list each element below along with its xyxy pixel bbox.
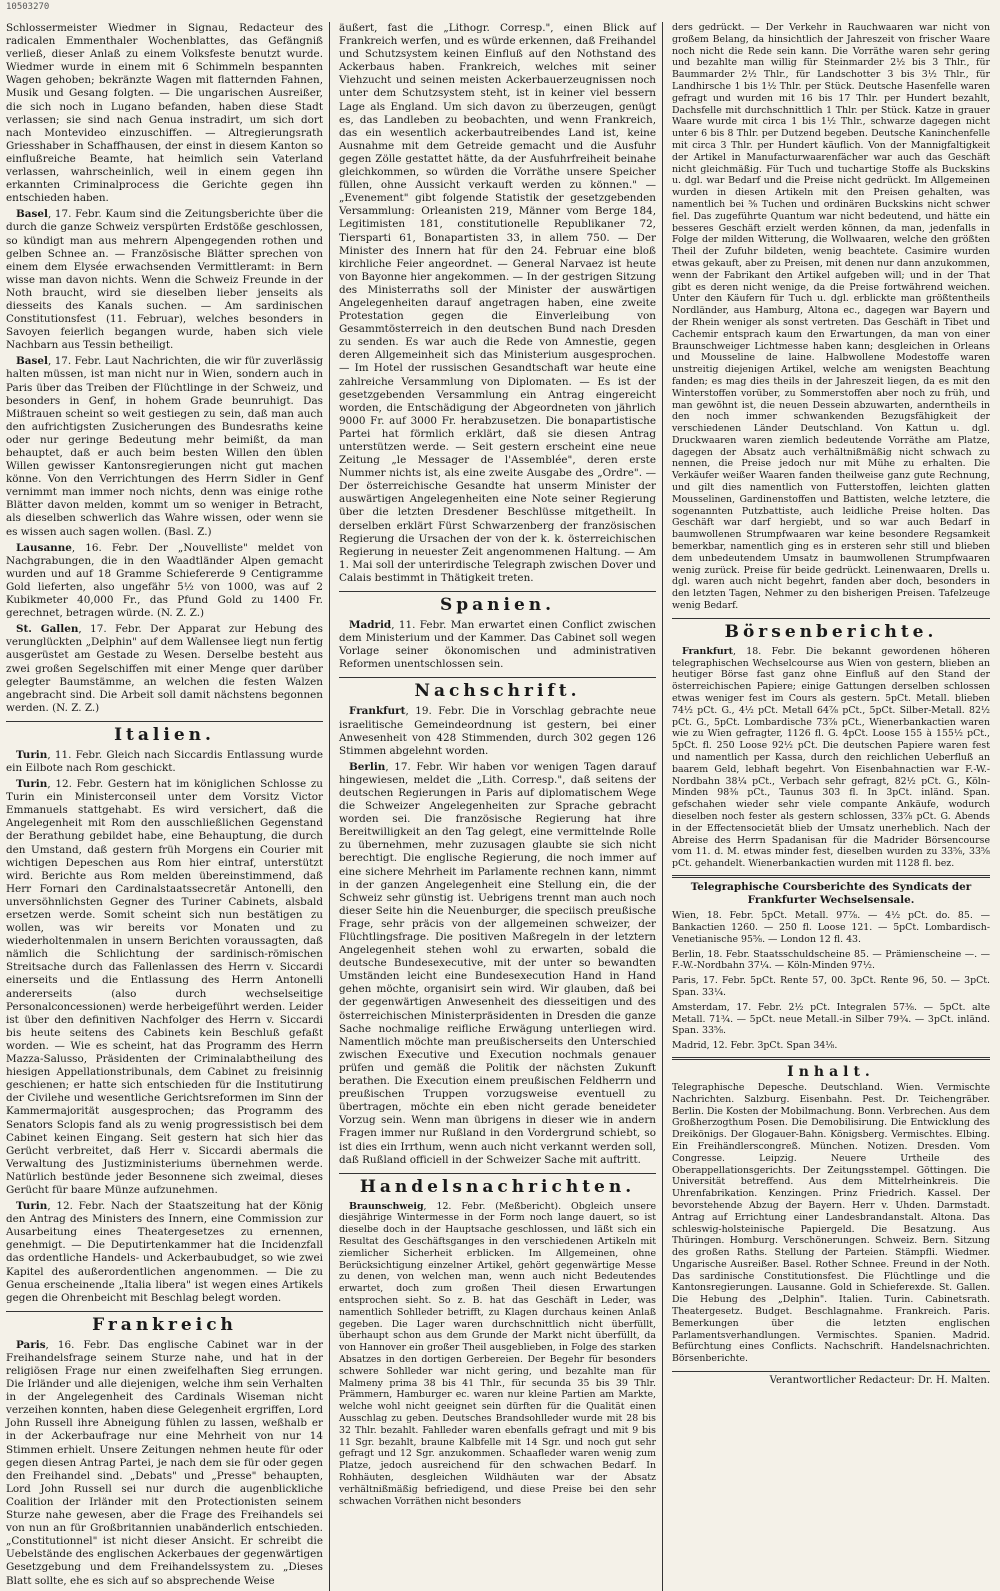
article-text: äußert, fast die „Lithogr. Corresp.", einen Blick auf Frankreich werfen, und es würde erkennen, daß Freihandel und Schutzsystem keinen Einfluß auf den Nothstand des Ackerbaus haben. Frankreich, welches mit seiner Viehzucht und seinen meisten Ackerbauerzeugnissen noch unter dem Schutzsystem steht, ist in keiner viel bessern Lage als England. Um sich davon zu überzeugen, genügt es, das Landleben zu beobachten, und wenn Frankreich, das ein wesentlich ackerbautreibendes Land ist, keine Ausnahme mit dem Getreide gemacht und die Ausfuhr gegen Zölle gestattet hätte, da der Ausfuhrfreiheit beinahe gleichkommen, so würden die Vorräthe unsere Speicher füllen, ohne Aussicht verkauft werden zu können." — „Evenement" gibt folgende Statistik der gesetzgebenden Versammlung: Orleanisten 219, Männer vom Berge 184, Legitimisten 181, constitutionelle Republikaner 72, Tiersparti 61, Bonapartisten 33, in allem 750. — Der Minister des Innern hat für den 24. Februar eine bloß kirchliche Feier angeordnet. — General Narvaez ist heute von Bayonne hier angekommen. — In der gestrigen Sitzung des Ministerraths soll der Minister der auswärtigen Angelegenheiten darauf angetragen haben, eine zweite Protestation gegen die Einverleibung von Gesammtösterreich in den deutschen Bund nach Dresden zu senden. Es war auch die Rede von Amnestie, gegen deren Allgemeinheit sich das Ministerium ausgesprochen. — Im Hotel der russischen Gesandtschaft war heute eine zahlreiche Versammlung von Diplomaten. — Es ist der gesetzgebenden Versammlung ein Antrag eingereicht worden, die Entschädigung der Abgeordneten von jährlich 9000 Fr. auf 3000 Fr. herabzusetzen. Die bonapartistische Partei hat förmlich erklärt, daß sie diesen Antrag unterstützen werde. — Seit gestern erscheint eine neue Zeitung „le Messager de l'Assemblée", deren erste Nummer nichts ist, als eine zweite Ausgabe des „Ordre". — Der österreichische Gesandte hat unserm Minister der auswärtigen Angelegenheiten eine Note seiner Regierung über die letzten Dresdener Beschlüsse mitgetheilt. In derselben erklärt Fürst Schwarzenberg der französischen Regierung die Ursachen der von der k. k. österreichischen Regierung in neuester Zeit angenommenen Haltung. — Am 1. Mai soll der unterirdische Telegraph zwischen Dover und Calais bestimmt in Thätigkeit treten.	[339, 22, 656, 584]
section-title-spanien: Spanien.	[339, 591, 656, 615]
divider	[672, 875, 990, 878]
article	[6, 355, 323, 538]
table-of-contents-title: Inhalt.	[787, 1063, 875, 1080]
dateline-place: Frankfurt	[682, 645, 733, 657]
article	[339, 705, 656, 757]
article	[6, 778, 323, 1197]
quote-paris: Paris, 17. Febr. 5pCt. Rente 57, 00. 3pCt. Rente 96, 50. — 3pCt. Span. 33¼.	[672, 975, 990, 998]
article-text: , 16. Febr. Der „Nouvelliste" meldet von Nachgrabungen, die in den Waadtländer Alpen gemacht wurden und auf 18 Gramme Schiefererde 9 Centigramme Gold lieferten, also ungefähr 5½ von 1000, was auf 2 Kubikmeter 40,000 Fr., das Pfund Gold zu 1400 Fr. gerechnet, betragen würde. (N. Z. Z.)	[6, 541, 323, 620]
dateline-place: Turin	[16, 778, 48, 791]
article-text: , 11. Febr. Man erwartet einen Conflict zwischen dem Ministerium und der Kammer. Das Cabinet soll wegen Vorlage seiner ökonomischen und administrativen Reformen unentschlossen sein.	[339, 619, 656, 671]
article-text: , 17. Febr. Kaum sind die Zeitungsberichte über die durch die ganze Schweiz verspürten Erdstöße geschlossen, so kündigt man aus mehrern Alpengegenden rothen und gelben Schnee an. — Französische Blätter sprechen von einem dem Elysée erwachsenden Vermittleramt: in Bern wisse man davon nichts. Wenn die Schweiz Freunde in der Noth braucht, wird sie dieselben lieber jenseits als diesseits des Kanals suchen. — Am sardinischen Constitutionsfest (11. Februar), welches besonders in Savoyen feierlich begangen wurde, haben sich viele Nachbarn aus Tessin betheiligt.	[6, 208, 323, 352]
article-text: , 17. Febr. Wir haben vor wenigen Tagen darauf hingewiesen, meldet die „Lith. Corresp.", daß seitens der deutschen Regierungen in Paris auf diplomatischem Wege die Schweizer Angelegenheiten zur Sprache gebracht worden sei. Die französische Regierung hat ihre Bereitwilligkeit an den Tag gelegt, eine vermittelnde Rolle zu übernehmen, mehr zuzusagen glaubte sie sich nicht berechtigt. Die englische Regierung, die noch immer auf eine sichere Mehrheit im Parlamente rechnen kann, nimmt in der ganzen Angelegenheit eine Stellung ein, die der Schweiz sehr günstig ist. Uebrigens trennt man auch noch dieser Seite hin die Neuenburger, die speciisch preußische Frage, sehr präcis von der allgemeinen schweizer, der Flüchtlingsfrage. Die positiven Maßregeln in der letztern Angelegenheit stehen wohl zu erwarten, sobald die deutsche Bundesexecutive, mit der unter so bewandten Umständen leicht eine Bundesexecution Hand in Hand gehen möchte, organisirt sein wird. Wir glauben, daß bei der gegenwärtigen Anwesenheit des diesseitigen und des österreichischen Ministerpräsidenten in Dresden die ganze Sache nochmalige reifliche Erwägung unterliegen wird. Namentlich möchte man preußischerseits den Unterschied zwischen Executive und Execution nochmals genauer prüfen und gemäß die Politik der nächsten Zukunft berathen. Die Execution einem preußischen Feldherrn und preußischen Truppen vorzugsweise eventuell zu übertragen, möchte ein eben nicht gerade beneideter Vorzug sein. Wenn man übrigens in dieser wie in andern Fragen immer nur Rußland in den Vordergrund schiebt, so ist dies ein Irrthum, wenn auch nicht verkannt werden soll, daß Rußland officiell in der Schweizer Sache mit auftritt.	[339, 760, 656, 1166]
newspaper-page	[4, 22, 996, 1587]
column-2	[337, 22, 663, 1591]
column-3	[670, 22, 996, 1591]
divider	[672, 1057, 990, 1060]
article	[339, 1201, 656, 1508]
article-text: , 12. Febr. (Meßbericht). Obgleich unsere diesjährige Wintermesse in der Form noch lange dauert, so ist dieselbe doch in der Hauptsache geschlossen, und läßt sich ein Resultat des Geschäftsganges in den verschiedenen Artikeln mit ziemlicher Sicherheit erblicken. Im Allgemeinen, ohne Berücksichtigung einzelner Artikel, gehört gegenwärtige Messe zu denen, von welchen man, wenn auch nicht Bedeutendes erwartet, doch zum großen Theil diesen Erwartungen entsprochen sieht. So z. B. hat das Geschäft in Leder, was namentlich Sohlleder betrifft, zu Klagen durchaus keinen Anlaß gegeben. Die Lager waren durchschnittlich nicht überfüllt, überhaupt schon aus dem Grunde der Markt nicht überfüllt, da von Hannover ein großer Theil ausgeblieben, in Folge des starken Absatzes in den dortigen Gerbereien. Der Begehr für besonders schwere Sohlleder war nicht gering, und bezahlte man für Malmeny prima 38 bis 41 Thlr., für secunda 35 bis 39 Thlr. Prämmern, Hamburger ec. waren nur kleine Partien am Markte, welche wohl nicht geeignet sein dürften für die Qualität einen Ausschlag zu geben. Deutsches Brandsohlleder wurde mit 28 bis 32 Thlr. bezahlt. Fahlleder waren ebenfalls gefragt und mit 9 bis 11 Sgr. bezahlt, braune Kalbfelle mit 14 Sgr. und noch gut sehr gefragt und 12 Sgr. anzukommen. Schaafleder waren wenig zum Platze, jedoch ausreichend für den schwachen Bedarf. In Rohhäuten, desgleichen Wildhäuten war der Absatz verhältnißmäßig befriedigend, und diese Preise bei den sehr schwachen Vorräthen nicht besonders	[339, 1200, 656, 1507]
table-of-contents	[672, 1082, 990, 1365]
article	[672, 646, 990, 870]
quote-amsterdam: Amsterdam, 17. Febr. 2½ pCt. Integralen 57⅜. — 5pCt. alte Metall. 71¾. — 5pCt. neue Metall.-in Silber 79¾. — 3pCt. inländ. Span. 33⅝.	[672, 1001, 990, 1037]
article	[6, 208, 323, 352]
dateline-place: Basel	[16, 208, 48, 221]
dateline-place: Frankfurt	[349, 705, 406, 718]
quote-madrid: Madrid, 12. Febr. 3pCt. Span 34⅛.	[672, 1040, 838, 1052]
article-text: , 19. Febr. Die in Vorschlag gebrachte neue israelitische Gemeindeordnung ist gestern, bei einer Anwesenheit von 428 Stimmenden, durch 302 gegen 126 Stimmen abgelehnt worden.	[339, 705, 656, 757]
article	[6, 749, 323, 775]
toc-text: Telegraphische Depesche. Deutschland. Wien. Vermischte Nachrichten. Salzburg. Eisenbahn. Pest. Dr. Teichengräber. Berlin. Die Kosten der Mobilmachung. Bonn. Verbrechen. Aus dem Großherzogthum Posen. Die Demobilisirung. Die Entwicklung des Dreikönigs. Der Glogauer-Bahn. Königsberg. Vermischtes. Elbing. Ein Freihändlerscongreß. München. Notizen. Dresden. Vom Congresse. Leipzig. Neuere Urtheile des Oberappellationsgerichts. Der Zeitungsstempel. Göttingen. Die Universität betreffend. Aus dem Mittelrheinkreis. Die Uhrenfabrikation. Kenzingen. Prinz Friedrich. Kassel. Der bevorstehende Abzug der Bayern. Herr v. Uhden. Darmstadt. Antrag auf Errichtung einer Landesbrandanstalt. Altona. Das schleswig-holsteinische Papiergeld. Die Besatzung. Aus Thüringen. Homburg. Verschönerungen. Schweiz. Bern. Sitzung des großen Raths. Stellung der Parteien. Stämpfli. Wiedmer. Ungarische Ausreißer. Basel. Rother Schnee. Freund in der Noth. Das sardinische Constitutionsfest. Die Flüchtlinge und die Kantonsregierungen. Lausanne. Gold in Schieferexde. St. Gallen. Die Hebung des „Delphin". Italien. Turin. Cabinetsrath. Theatergesetz. Budget. Beschlagnahme. Frankreich. Paris. Bemerkungen über die letzten englischen Parlamentsverhandlungen. Vermischtes. Spanien. Madrid. Befürchtung eines Conflicts. Nachschrift. Handelsnachrichten. Börsenberichte.	[672, 1081, 990, 1365]
article	[6, 1200, 323, 1305]
article-text: , 12. Febr. Gestern hat im königlichen Schlosse zu Turin ein Ministerconseil unter dem Vorsitz Victor Emmanuels stattgehabt. Es wird versichert, daß die Angelegenheit mit Rom den ausschließlichen Gegenstand der Berathung gebildet habe, eine Behauptung, die durch den Umstand, daß gestern früh Morgens ein Courier mit wichtigen Depeschen aus Rom hier eintraf, unterstützt wird. Berichte aus Rom melden übereinstimmend, daß Herr Fornari den Cardinalstaatssecretär Antonelli, den unversöhnlichsten Gegner des Turiner Cabinets, alsbald ersetzen werde. Somit scheint sich nun bestätigen zu wollen, was wir bereits vor Monaten und zu wiederholtenmalen in unsern Berichten voraussagten, daß nämlich die Schlichtung der sardinisch-römischen Streitsache durch das Fallenlassen des Herrn v. Siccardi einerseits und die Entlassung des Herrn Antonelli andererseits (also durch wechselseitige Personalconcessionen) werde herbeigeführt werden. Leider ist über den definitiven Nachfolger des Herrn v. Siccardi bis heute seitens des Cabinets kein Beschluß gefaßt worden. — Wie es scheint, hat das Programm des Herrn Mazza-Salusso, Präsidenten der Criminalabtheilung des hiesigen Appellationstribunals, dem Cabinet zu freisinnig geschienen; er hatte sich entschieden für die Institutirung der Civilehe und wesentliche Gerichtsreformen im Sinn der Kammermajorität ausgesprochen; das Programm des Senators Sclopis fand als zu wenig progressistisch bei dem Cabinet keinen Eingang. Seit gestern hat sich hier das Gerücht verbreitet, daß Herr v. Siccardi abermals die Verwaltung des Justizministeriums übernehmen werde. Natürlich bestünde jeder Besonnene sich zweimal, dieses Gerücht für baare Münze aufzunehmen.	[6, 778, 323, 1196]
dateline-place: St. Gallen	[16, 623, 79, 636]
telegraph-quotes	[672, 910, 990, 1052]
dateline-place: Madrid	[349, 619, 392, 632]
section-title-boersenberichte: Börsenberichte.	[672, 618, 990, 642]
page-id: 10503270	[6, 2, 50, 12]
editor-signature: Verantwortlicher Redacteur: Dr. H. Malten.	[672, 1371, 990, 1386]
section-title-frankreich: Frankreich	[6, 1311, 323, 1335]
section-title-italien: Italien.	[6, 721, 323, 745]
article-text: , 17. Febr. Laut Nachrichten, die wir für zuverlässig halten müssen, ist man nicht nur in Wien, sondern auch in Paris über das Treiben der Flüchtlinge in der Schweiz, und besonders in Genf, in hohem Grade beunruhigt. Das Mißtrauen scheint so weit gestiegen zu sein, daß man auch den aufrichtigsten Zusicherungen des Bundesraths keine oder nur geringe Bedeutung mehr beimißt, da man behauptet, daß er auch beim besten Willen den üblen Willen gewisser Kantonsregierungen nicht gut machen könne. Von den Verrichtungen des Herrn Sidler in Genf vernimmt man immer noch nichts, denn was einige rothe Blätter davon melden, kommt um so weniger in Betracht, als dieselben schwerlich das Wahre wissen, oder wenn sie es wissen auch sagen wollen. (Basl. Z.)	[6, 355, 323, 538]
article-text: , 17. Febr. Der Apparat zur Hebung des verunglückten „Delphin" auf dem Wallensee liegt nun fertig ausgerüstet am Gestade zu Wesen. Derselbe besteht aus zwei großen Segelschiffen mit einer Menge quer darüber gelegter Baumstämme, an welchen die festen Walzen angebracht sind. Die Arbeit soll damit nächstens begonnen werden. (N. Z. Z.)	[6, 623, 323, 714]
section-title-handelsnachrichten: Handelsnachrichten.	[339, 1173, 656, 1197]
article-text: , 11. Febr. Gleich nach Siccardis Entlassung wurde ein Eilbote nach Rom geschickt.	[6, 748, 323, 774]
article	[339, 619, 656, 671]
commerce-continued	[672, 22, 990, 612]
stock-report	[672, 646, 990, 870]
article	[6, 623, 323, 715]
article-text: Schlossermeister Wiedmer in Signau, Redacteur des radicalen Emmenthaler Wochenblattes, das Gefängniß verließ, dieser Anlaß zu einem Volksfeste benutzt wurde. Wiedmer wurde in einem mit 6 Schimmeln bespannten Wagen gehoben; bekränzte Wagen mit flatternden Fahnen, Musik und Gesang folgten. — Die ungarischen Ausreißer, die sich noch in Lugano befanden, haben diese Stadt verlassen; sie sind nach Genua instradirt, um sich dort nach Montevideo einzuschiffen. — Altregierungsrath Griesshaber in Schaffhausen, der einst in diesem Kanton so einflußreiche Beamte, hat heimlich sein Vaterland verlassen, wahrscheinlich, weil in einem gegen ihn erkannten Criminalprocess die Gerichte gegen ihn entschieden haben.	[6, 22, 323, 205]
dateline-place: Berlin	[349, 760, 386, 773]
dateline-place: Turin	[16, 748, 48, 761]
telegraph-heading: Telegraphische Coursberichte des Syndicats der Frankfurter Wechselsensale.	[690, 880, 972, 907]
commerce-section	[339, 1201, 656, 1508]
dateline-place: Turin	[16, 1200, 48, 1213]
section-title-nachschrift: Nachschrift.	[339, 677, 656, 701]
article	[339, 761, 656, 1167]
column-1	[4, 22, 330, 1591]
article-text: , 16. Febr. Das englische Cabinet war in der Freihandelsfrage seinem Sturze nahe, und hat in der religiösen Frage nur einen zweifelhaften Sieg errungen. Die Irländer und alle diejenigen, welche ihm sein Verhalten in der Angelegenheit des Cardinals Wiseman nicht verzeihen konnten, haben diese Gelegenheit ergriffen, Lord John Russell ihre Abneigung fühlen zu lassen, weßhalb er in der Ackerbaufrage nur eine Mehrheit von nur 14 Stimmen erhielt. Unsere Zeitungen nehmen heute für oder gegen diesen Antrag Partei, je nach dem sie für oder gegen den Freihandel sind. „Debats" und „Presse" behaupten, Lord John Russell sei nur durch die augenblickliche Coalition der Irländer mit den Protectionisten seinem Sturze nahe gewesen, aber die Frage des Freihandels sei von nun an für Großbritannien unabänderlich entschieden. „Constitutionnel" ist nicht dieser Ansicht. Er schreibt die Uebelstände des englischen Ackerbaues der gegenwärtigen Gesetzgebung und dem Freihandelssystem zu. „Dieses Blatt sollte, ehe es sich auf so absprechende Weise	[6, 1338, 323, 1587]
article-text: , 12. Febr. Nach der Staatszeitung hat der König den Antrag des Ministers des Innern, eine Commission zur Ausarbeitung eines Theatergesetzes zu ernennen, genehmigt. — Die Deputirtenkammer hat die Incidenzfall das ordentliche Handels- und Ackerbaubudget, so wie zwei Kapitel des außerordentlichen angenommen. — Die zu Genua erscheinende „Italia libera" ist wegen eines Artikels gegen die Ohrenbeicht mit Beschlag belegt worden.	[6, 1200, 323, 1304]
dateline-place: Lausanne	[16, 541, 72, 554]
article-text: , 18. Febr. Die bekannt gewordenen höheren telegraphischen Wechselcourse aus Wien von gestern, blieben an heutiger Börse fast ganz ohne Einfluß auf den Stand der österreichischen Papiere; einige Gattungen derselben schlossen etwas weniger fest im Cours als gestern. 5pCt. Metall. blieben 74½ pCt. G., 4½ pCt. Metall 64⅞ pCt., 5pCt. Silber-Metall. 82½ pCt. G., 5pCt. Lombardische 73⅞ pCt., Wienerbankactien waren wie zu Wien gefragter, 1126 fl. G. 4pCt. Loose 155 à 155½ pCt., 5pCt. fl. 250 Loose 92½ pCt. Die deutschen Papiere waren fest und namentlich per Kassa, durch den reichlichen Ueberfluß an baarem Geld, lebhaft begehrt. Von Eisenbahnactien war F.-W.-Nordbahn 38¼ pCt., Verbach sehr gefragt, 82½ pCt. G., Köln-Minden 98⅜ pCt., Taunus 303 fl. In 3pCt. inländ. Span. gefschahen wieder sehr viele compante Ankäufe, wodurch dieselben noch fester als gestern schlossen, 33⅞ pCt. G. Abends in der Effectensocietät blieb der Umsatz unerheblich. Nach der Abreise des Herrn Spadanisan für die Madrider Börsencourse vom 11. d. M. etwas minder fest, dieselben wurden zu 33⅝, 33⅝ pCt. gehandelt. Wienerbankactien wurden mit 1128 fl. bez.	[672, 645, 990, 870]
dateline-place: Braunschweig	[349, 1200, 424, 1212]
quote-wien: Wien, 18. Febr. 5pCt. Metall. 97⅞. — 4½ pCt. do. 85. — Bankactien 1260. — 250 fl. Loose 121. — 5pCt. Lombardisch-Venetianische 95⅝. — London 12 fl. 43.	[672, 910, 990, 945]
article	[6, 1339, 323, 1588]
dateline-place: Paris	[16, 1338, 46, 1351]
quote-berlin: Berlin, 18. Febr. Staatsschuldscheine 85. — Prämienscheine —. — F.-W.-Nordbahn 37¼. — Köln-Minden 97½.	[672, 948, 990, 972]
dateline-place: Basel	[16, 355, 48, 368]
article-text: ders gedrückt. — Der Verkehr in Rauchwaaren war nicht von großem Belang, da hinsichtlich der Jahreszeit von frischer Waare noch nicht die Rede sein kann. Die Vorräthe waren sehr gering und bezahlte man willig für Steinmarder 2½ bis 3 Thlr., für Baummarder 2½ Thlr., für Landschotter 3 bis 3½ Thlr., für Landhirsche 1 bis 1½ Thlr. per Stück. Deutsche Hasenfelle waren gefragt und wurden mit 16 bis 17 Thlr. per Hundert bezahlt, Dachsfelle mit durchschnittlich 1 Thlr. per Stück. Katze in grauer Waare wurde mit circa 1 bis 1½ Thlr., schwarze dagegen nicht unter 6 bis 8 Thlr. per Dutzend begeben. Deutsche Kaninchenfelle mit circa 3 Thlr. per Hundert käuflich. Von der Mannigfaltigkeit der Artikel in Manufacturwaarenfächer war auch das Geschäft nicht gleichmäßig. Für Tuch und tuchartige Stoffe als Buckskins u. dgl. war Bedarf und die Preise nicht gedrückt. Im Allgemeinen wurden in diesen Artikeln mit den Preisen gehalten, was namentlich bei ⅝ Tuchen und ordinären Buckskins nicht schwer fiel. Das zugeführte Quantum war nicht bedeutend, und hätte ein besseres Geschäft erzielt werden können, da man, jedenfalls in Folge der milden Witterung, die Wollwaaren, welche den größten Theil der Zufuhr bildeten, wenig beachtete. Casimire wurden etwas gekauft, aber zu Preisen, mit denen nur dann anzukommen, wenn der Fabrikant den Artikel aufgeben will; und in der That gibt es deren nicht wenige, da die Preise fortwährend weichen. Unter den Käufern für Tuch u. dgl. erblickte man größtentheils Nordländer, aus Hamburg, Altona ec., dagegen war Bayern und der Rhein weniger als sonst vertreten. Das Geschäft in Tibet und Cachemir entsprach kaum den Erwartungen, da man von einer Braunschweiger Lichtmesse haben kann; desgleichen in Orleans und Mousseline de laine. Halbwollene Modestoffe waren unstreitig diejenigen Artikel, welche am wenigsten Beachtung fanden; es mag dies theils in der Jahreszeit liegen, da es mit den Winterstoffen vorüber, zu Sommerstoffen aber noch zu früh, und man gewöhnt ist, die neuen Dessein abzuwarten, anderntheils in den noch immer schwankenden Bezugsfähigkeit der verschiedenen Länder Deutschland. Von Kattun u. dgl. Druckwaaren waren ziemlich bedeutende Vorräthe am Platze, dagegen der Absatz auch verhältnißmäßig nicht schwach zu nennen, die Preise jedoch nur mit Mühe zu erhalten. Die Verkäufer weißer Waaren fanden theilweise ganz gute Rechnung, und gilt dies namentlich von Futterstoffen, leichten glatten Mousselinen, Gardinenstoffen und Battisten, welche letztere, die sogenannten Putzbattiste, auch leidliche Preise holten. Das Geschäft war darf hergiebt, und so war auch Bedarf in baumwollenen Strumpfwaaren war keine besondere Regsamkeit bemerkbar, namentlich ging es in ersteren sehr still und blieben dem unbedeutendem Umsatz in baumwollenen Strumpfwaaren wenig zurück. Preise für beide gedrückt. Leinenwaaren, Drells u. dgl. waren auch nicht begehrt, fanden aber doch, besonders in den letzten Tagen, Nehmer zu den bisherigen Preisen. Tafelzeuge wenig Bedarf.	[672, 22, 990, 612]
article	[6, 542, 323, 621]
